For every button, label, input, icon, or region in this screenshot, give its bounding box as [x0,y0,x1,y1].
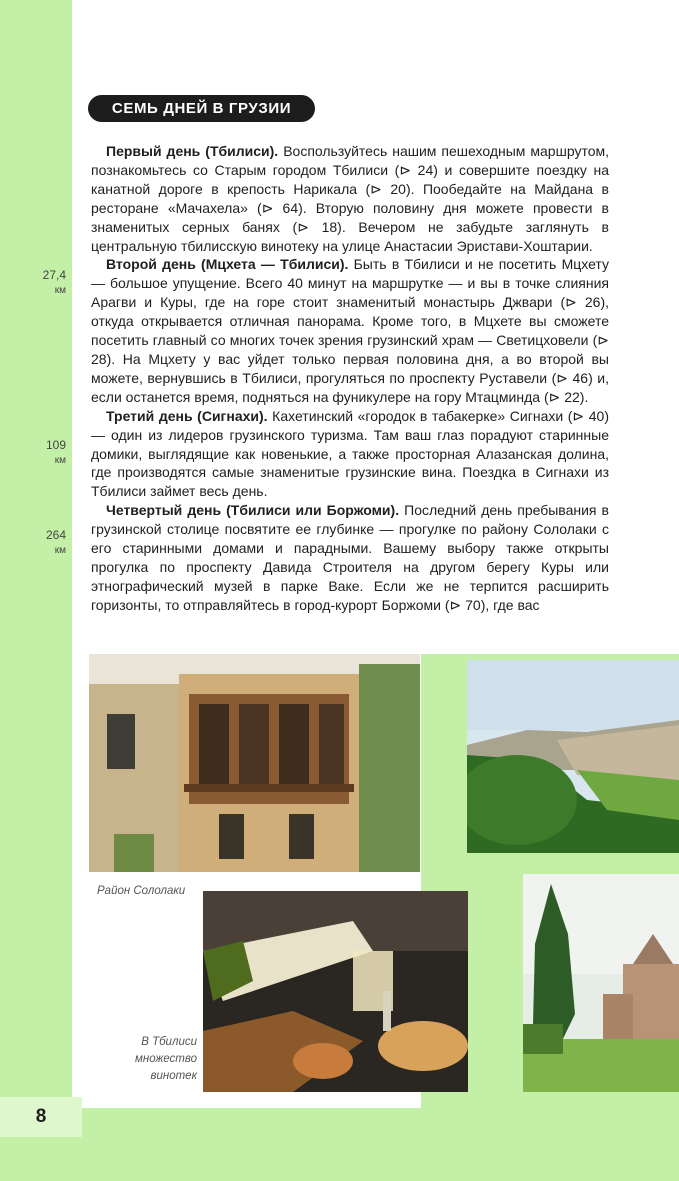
distance-value: 109 [45,438,66,452]
church-cypress-photo [523,874,679,1092]
left-margin-bar [0,0,72,1181]
day-1-paragraph [91,142,609,255]
day-3-title: Третий день (Сигнахи). [106,407,268,424]
day-4-paragraph [91,501,609,614]
wine-table-photo [203,891,468,1092]
day-3-paragraph [91,407,609,502]
distance-value: 264 [45,528,66,542]
day-2-text: Быть в Тбилиси и не посетить Мцхету — большое упущение. Всего 40 минут на маршрутке — и вы в точке слияния Арагви и Куры, где на горе стоит знаменитый монастырь Джвари (⊳ 26), откуда открывается отличная панорама. Кроме того, в Мцхете вы сможете посетить главный со многих точек зрения грузинский храм — Светицховели (⊳ 28). На Мцхету у вас уйдет только первая половина дня, а во второй вы можете, вернувшись в Тбилиси, прогуляться по проспекту Руставели (⊳ 46) и, если останется время, подняться на фуникулере на гору Мтацминда (⊳ 22). [91,256,609,405]
mountain-valley-photo [467,660,679,853]
sololaki-caption: Район Сололаки [97,885,186,897]
bottom-band [0,1108,679,1181]
page-number: 8 [0,1097,82,1137]
day-1-title: Первый день (Тбилиси). [106,143,279,159]
distance-unit: км [54,455,66,466]
distance-value: 27,4 [42,268,66,282]
distance-unit: км [54,545,66,556]
day-4-title: Четвертый день (Тбилиси или Боржоми). [106,502,400,519]
day-2-paragraph [91,255,609,406]
distance-marker-1 [30,268,66,298]
itinerary-text [91,142,609,615]
distance-marker-3 [30,528,66,558]
sololaki-house-photo [89,654,420,872]
day-2-title: Второй день (Мцхета — Тбилиси). [106,256,349,273]
day-3-text: Кахетинский «городок в табакерке» Сигнахи (⊳ 40) — один из лидеров грузинского туризма. Там ваш глаз порадуют старинные домики, выглядящие как новенькие, а также просторная Алазанская долина, где производятся самые знаменитые грузинские вина. Поездка в Сигнахи из Тбилиси займет весь день. [91,407,609,500]
distance-marker-2 [30,438,66,468]
day-1-text: Воспользуйтесь нашим пешеходным маршрутом, познакомьтесь со Старым городом Тбилиси (⊳ 24) и совершите поездку на канатной дороге в крепость Нарикала (⊳ 20). Пообедайте на Майдана в ресторане «Мачахела» (⊳ 64). Вторую половину дня можете провести в знаменитых серных банях (⊳ 18). Вечером не забудьте заглянуть в центральную тбилисскую винотеку на улице Анастасии Эристави-Хоштарии. [91,143,610,254]
distance-unit: км [54,285,66,296]
wine-caption: В Тбилиси множество винотек [134,1036,197,1082]
day-4-text: Последний день пребывания в грузинской столице посвятите ее глубинке — прогулке по району Сололаки с его старинными домами и парадными. Вашему выбору также открыты прогулка по проспекту Давида Строителя на другом берегу Куры или этнографический музей в парке Ваке. Если же не терпится расширить горизонты, то отправляйтесь в город-курорт Боржоми (⊳ 70), где вас [91,502,609,613]
section-title: СЕМЬ ДНЕЙ В ГРУЗИИ [88,95,315,122]
